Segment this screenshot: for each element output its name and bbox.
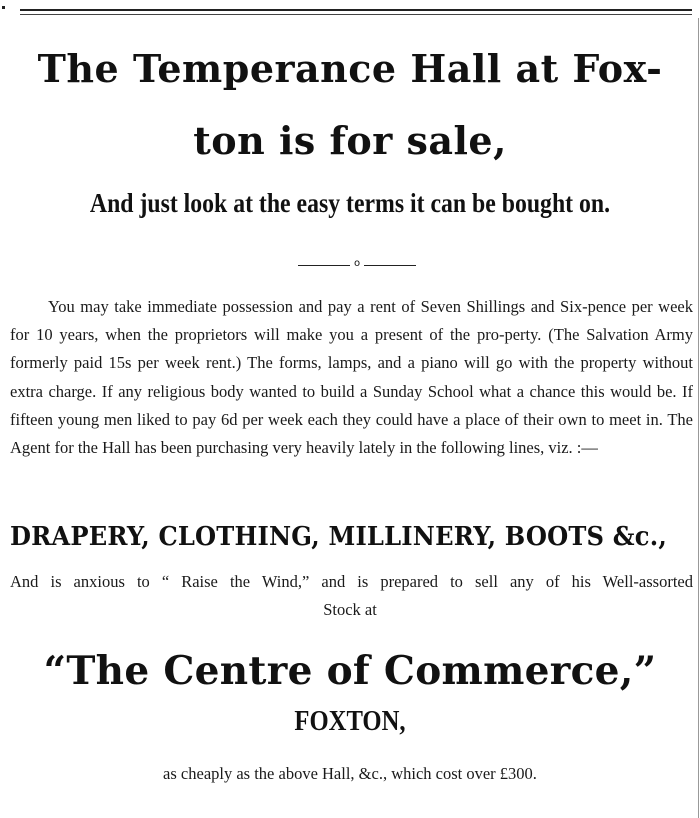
goods-list-heading: DRAPERY, CLOTHING, MILLINERY, BOOTS &c., <box>10 522 667 552</box>
body-paragraph: You may take immediate possession and pay a rent of Seven Shillings and Six-pence per week for 10 years, when the proprietors will make you a present of the pro-perty. (The Salvation Army formerly paid 15s per week rent.) The forms, lamps, and a piano will go with the property without extra charge. If any religious body wanted to build a Sunday School what a chance this would be. If fifteen young men liked to pay 6d per week each they could have a place of their own to meet in. The Agent for the Hall has been purchasing very heavily lately in the following lines, viz. :— <box>10 297 693 458</box>
subheadline: And just look at the easy terms it can be bought on. <box>89 188 611 218</box>
body-paragraph-2-line-1: And is anxious to “ Raise the Wind,” and is prepared to sell any of his Well-assorted <box>10 572 693 591</box>
closing-line: as cheaply as the above Hall, &c., which cost over £300. <box>163 764 537 783</box>
print-speck <box>2 6 5 9</box>
divider-line-right <box>364 265 416 266</box>
shop-name: “The Centre of Commerce,” <box>43 648 657 694</box>
headline-line-1: The Temperance Hall at Fox- <box>37 46 663 91</box>
town-name: FOXTON, <box>294 706 406 737</box>
divider-line-left <box>298 265 350 266</box>
top-rule-thick <box>20 9 692 11</box>
divider-mark: o <box>353 258 361 269</box>
top-rule-thin <box>20 14 692 15</box>
body-paragraph-2-line-2: Stock at <box>323 600 377 619</box>
headline-line-2: ton is for sale, <box>193 118 507 163</box>
section-divider <box>298 260 416 270</box>
